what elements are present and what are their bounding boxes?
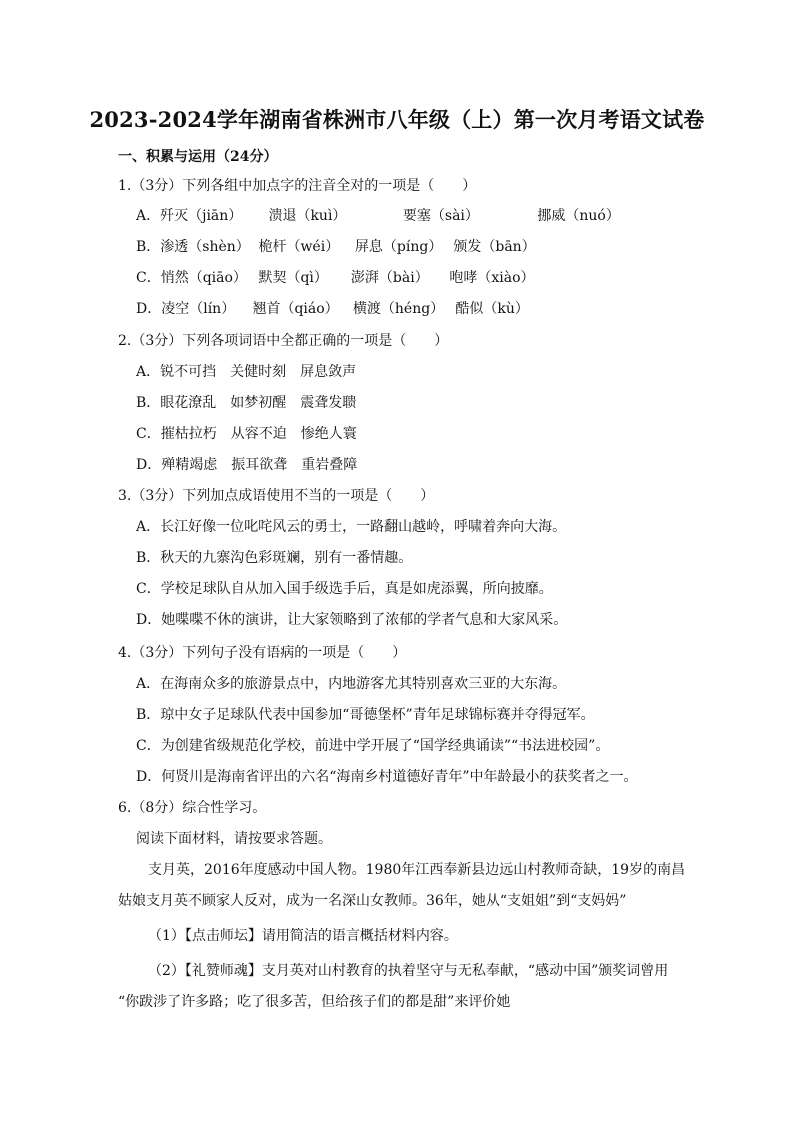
question-6-stem: 6.（8分）综合性学习。 — [118, 800, 267, 816]
question-2-option-b: B．眼花潦乱 如梦初醒 震聋发聩 — [136, 395, 357, 411]
option-b-item-3: 屏息（píng） — [354, 239, 443, 255]
question-2-stem: 2.（3分）下列各项词语中全都正确的一项是（ ） — [118, 333, 449, 349]
option-d-item-2: 翘首（qiáo） — [252, 301, 339, 317]
question-3-option-b: B．秋天的九寨沟色彩斑斓，别有一番情趣。 — [136, 550, 413, 566]
option-c-item-2: 默契（qì） — [258, 270, 328, 286]
question-1-option-c — [136, 268, 535, 288]
option-c-item-1: C．悄然（qiāo） — [136, 270, 247, 286]
option-d-item-3: 横渡（héng） — [352, 301, 445, 317]
passage-line-2: 姑娘支月英不顾家人反对，成为一名深山女教师。36年，她从“支姐姐”到“支妈妈” — [118, 893, 627, 909]
option-a-item-2: 溃退（kuì） — [268, 208, 347, 224]
option-c-item-3: 澎湃（bài） — [350, 270, 429, 286]
question-4-option-c: C．为创建省级规范化学校，前进中学开展了“国学经典诵读”“书法进校园”。 — [136, 738, 610, 754]
question-3-option-d: D．她喋喋不休的演讲，让大家领略到了浓郁的学者气息和大家风采。 — [136, 612, 568, 628]
question-4-option-d: D．何贤川是海南省评出的六名“海南乡村道德好青年”中年龄最小的获奖者之一。 — [136, 769, 638, 785]
exam-title: 2023-2024学年湖南省株洲市八年级（上）第一次月考语文试卷 — [89, 107, 705, 132]
option-d-item-4: 酷似（kù） — [455, 301, 529, 317]
sub-question-2-line-2: “你跋涉了许多路；吃了很多苦，但给孩子们的都是甜”来评价她 — [118, 994, 511, 1010]
option-c-item-4: 咆哮（xiào） — [449, 270, 535, 286]
option-a-item-1: A．歼灭（jiān） — [136, 208, 243, 224]
question-4-option-a: A．在海南众多的旅游景点中，内地游客尤其特别喜欢三亚的大东海。 — [136, 676, 567, 692]
question-1-option-d — [136, 299, 529, 319]
option-b-item-1: B．渗透（shèn） — [136, 239, 250, 255]
sub-question-2-line-1: （2）【礼赞师魂】支月英对山村教育的执着坚守与无私奉献，“感动中国”颁奖词曾用 — [148, 963, 669, 979]
question-1-stem: 1.（3分）下列各组中加点字的注音全对的一项是（ ） — [118, 178, 477, 194]
question-1-option-b — [136, 237, 536, 257]
question-3-option-c: C．学校足球队自从加入国手级选手后，真是如虎添翼，所向披靡。 — [136, 581, 553, 597]
question-4-option-b: B．琼中女子足球队代表中国参加“哥德堡杯”青年足球锦标赛并夺得冠军。 — [136, 707, 595, 723]
question-1-option-a — [136, 206, 620, 226]
option-b-item-2: 桅杆（wéi） — [258, 239, 340, 255]
question-2-option-d: D．殚精竭虑 振耳欲聋 重岩叠障 — [136, 457, 358, 473]
question-2-option-a: A．锐不可挡 关健时刻 屏息敛声 — [136, 364, 357, 380]
question-2-option-c: C．摧枯拉朽 从容不迫 惨绝人寰 — [136, 426, 357, 442]
question-4-stem: 4.（3分）下列句子没有语病的一项是（ ） — [118, 645, 407, 661]
option-b-item-4: 颁发（bān） — [453, 239, 536, 255]
passage-line-1: 支月英，2016年度感动中国人物。1980年江西奉新县边远山村教师奇缺，19岁的南昌 — [148, 862, 686, 878]
option-d-item-1: D．凌空（lín） — [136, 301, 236, 317]
section-heading: 一、积累与运用（24分） — [118, 149, 278, 165]
option-a-item-3: 要塞（sài） — [402, 208, 479, 224]
option-a-item-4: 挪威（nuó） — [537, 208, 620, 224]
question-3-option-a: A．长江好像一位叱咤风云的勇士，一路翻山越岭，呼啸着奔向大海。 — [136, 519, 567, 535]
question-6-intro: 阅读下面材料，请按要求答题。 — [136, 831, 332, 847]
sub-question-1: （1）【点击师坛】请用简洁的语言概括材料内容。 — [148, 928, 458, 944]
question-3-stem: 3.（3分）下列加点成语使用不当的一项是（ ） — [118, 488, 435, 504]
